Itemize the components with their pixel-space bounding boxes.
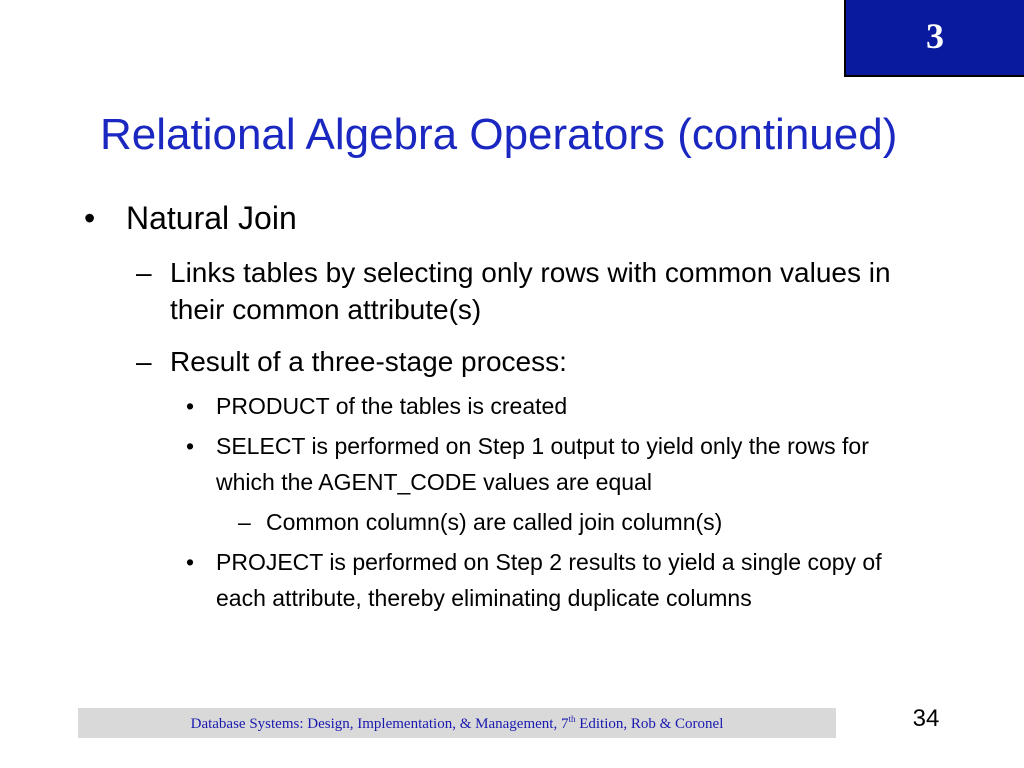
step-text: PROJECT is performed on Step 2 results to yield a single copy of each attribute, thereby eliminating duplicate columns [216, 549, 882, 611]
step-project [186, 544, 926, 616]
note-text: Common column(s) are called join column(s) [266, 509, 723, 535]
footer-citation [191, 714, 724, 733]
note-join-columns [238, 504, 918, 540]
step-text: SELECT is performed on Step 1 output to yield only the rows for which the AGENT_CODE values are equal [216, 433, 869, 495]
slide-title: Relational Algebra Operators (continued) [100, 110, 898, 159]
footer-text-start: Database Systems: Design, Implementation, & Management, 7 [190, 715, 569, 732]
dash-marker: – [238, 509, 251, 535]
bullet-text: Natural Join [126, 200, 297, 236]
sub-bullet-text: Result of a three-stage process: [170, 346, 567, 377]
footer-text-end: Edition, Rob & Coronel [575, 715, 724, 732]
bullet-marker: • [186, 433, 195, 459]
chapter-number: 3 [926, 15, 944, 56]
step-product [186, 388, 926, 424]
sub-bullet-text: Links tables by selecting only rows with common values in their common attribute(s) [170, 257, 891, 325]
footer-superscript: th [568, 713, 576, 724]
step-text: PRODUCT of the tables is created [216, 393, 568, 419]
sub-bullet-three-stage [136, 343, 916, 380]
sub-bullet-links-tables [136, 254, 916, 328]
bullet-marker: • [186, 393, 195, 419]
dash-marker: – [136, 257, 152, 288]
step-select [186, 428, 926, 500]
footer-citation-bar [78, 708, 836, 738]
page-number: 34 [912, 705, 940, 732]
bullet-marker: • [186, 549, 195, 575]
chapter-badge [844, 0, 1024, 77]
bullet-marker: • [84, 200, 96, 236]
dash-marker: – [136, 346, 152, 377]
